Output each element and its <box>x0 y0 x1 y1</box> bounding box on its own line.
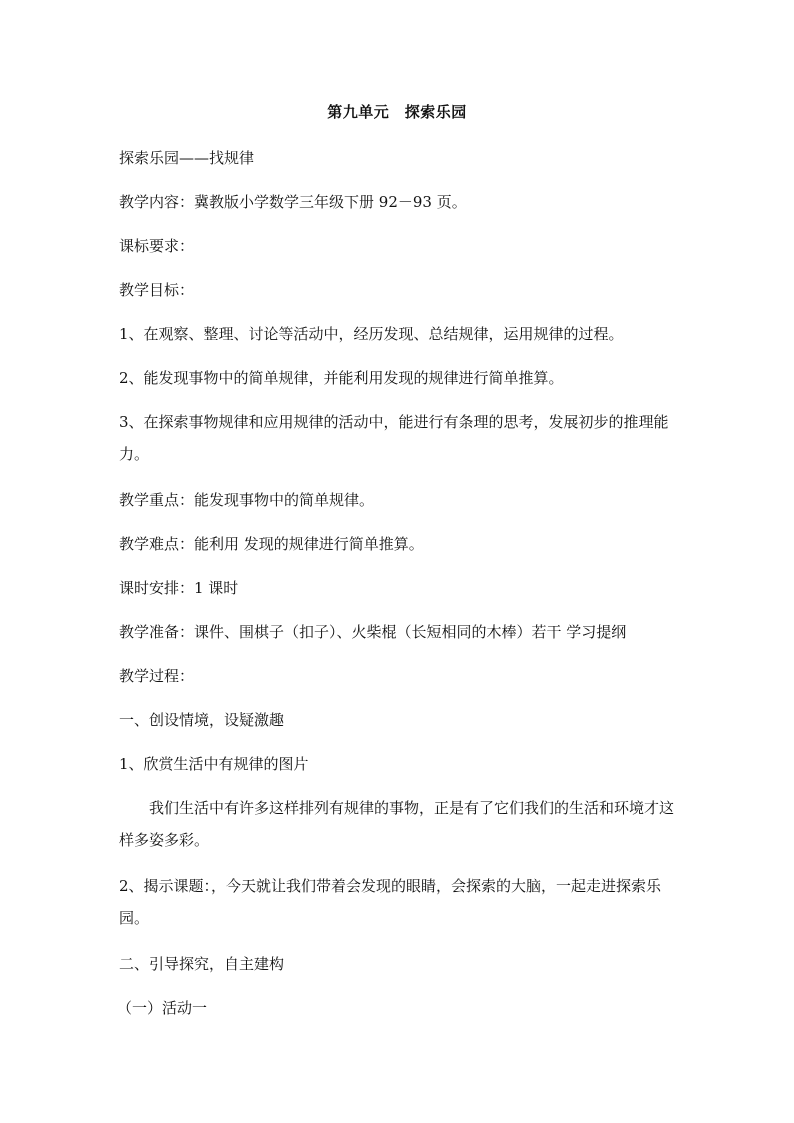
section-2-heading: 二、引导探究，自主建构 <box>119 955 285 973</box>
step-1-paragraph: 我们生活中有许多这样排列有规律的事物，正是有了它们我们的生活和环境才这样多姿多彩。 <box>119 799 675 849</box>
objective-item-3: 3、在探索事物规律和应用规律的活动中，能进行有条理的思考，发展初步的推理能力。 <box>119 413 669 463</box>
section-1-heading: 一、创设情境，设疑激趣 <box>119 711 285 729</box>
objective-item-2: 2、能发现事物中的简单规律，并能利用发现的规律进行简单推算。 <box>119 369 564 387</box>
document-title: 第九单元 探索乐园 <box>327 103 467 121</box>
teaching-process-heading: 教学过程： <box>119 667 195 685</box>
curriculum-requirements: 课标要求： <box>119 237 195 255</box>
step-1-heading: 1、欣赏生活中有规律的图片 <box>119 755 309 773</box>
lesson-title: 探索乐园——找规律 <box>119 149 255 167</box>
teaching-preparation: 教学准备：课件、围棋子（扣子）、火柴棍（长短相同的木棒）若干 学习提纲 <box>119 623 627 641</box>
teaching-content: 教学内容：冀教版小学数学三年级下册 92－93 页。 <box>119 193 467 211</box>
objective-item-1: 1、在观察、整理、讨论等活动中，经历发现、总结规律，运用规律的过程。 <box>119 325 624 343</box>
step-2-paragraph: 2、揭示课题：，今天就让我们带着会发现的眼睛，会探索的大脑，一起走进探索乐园。 <box>119 877 662 927</box>
teaching-difficulty: 教学难点：能利用 发现的规律进行简单推算。 <box>119 535 424 553</box>
teaching-objectives-heading: 教学目标： <box>119 281 195 299</box>
activity-1-heading: （一）活动一 <box>117 999 208 1017</box>
teaching-key-point: 教学重点：能发现事物中的简单规律。 <box>119 491 375 509</box>
class-schedule: 课时安排：1 课时 <box>119 579 239 597</box>
